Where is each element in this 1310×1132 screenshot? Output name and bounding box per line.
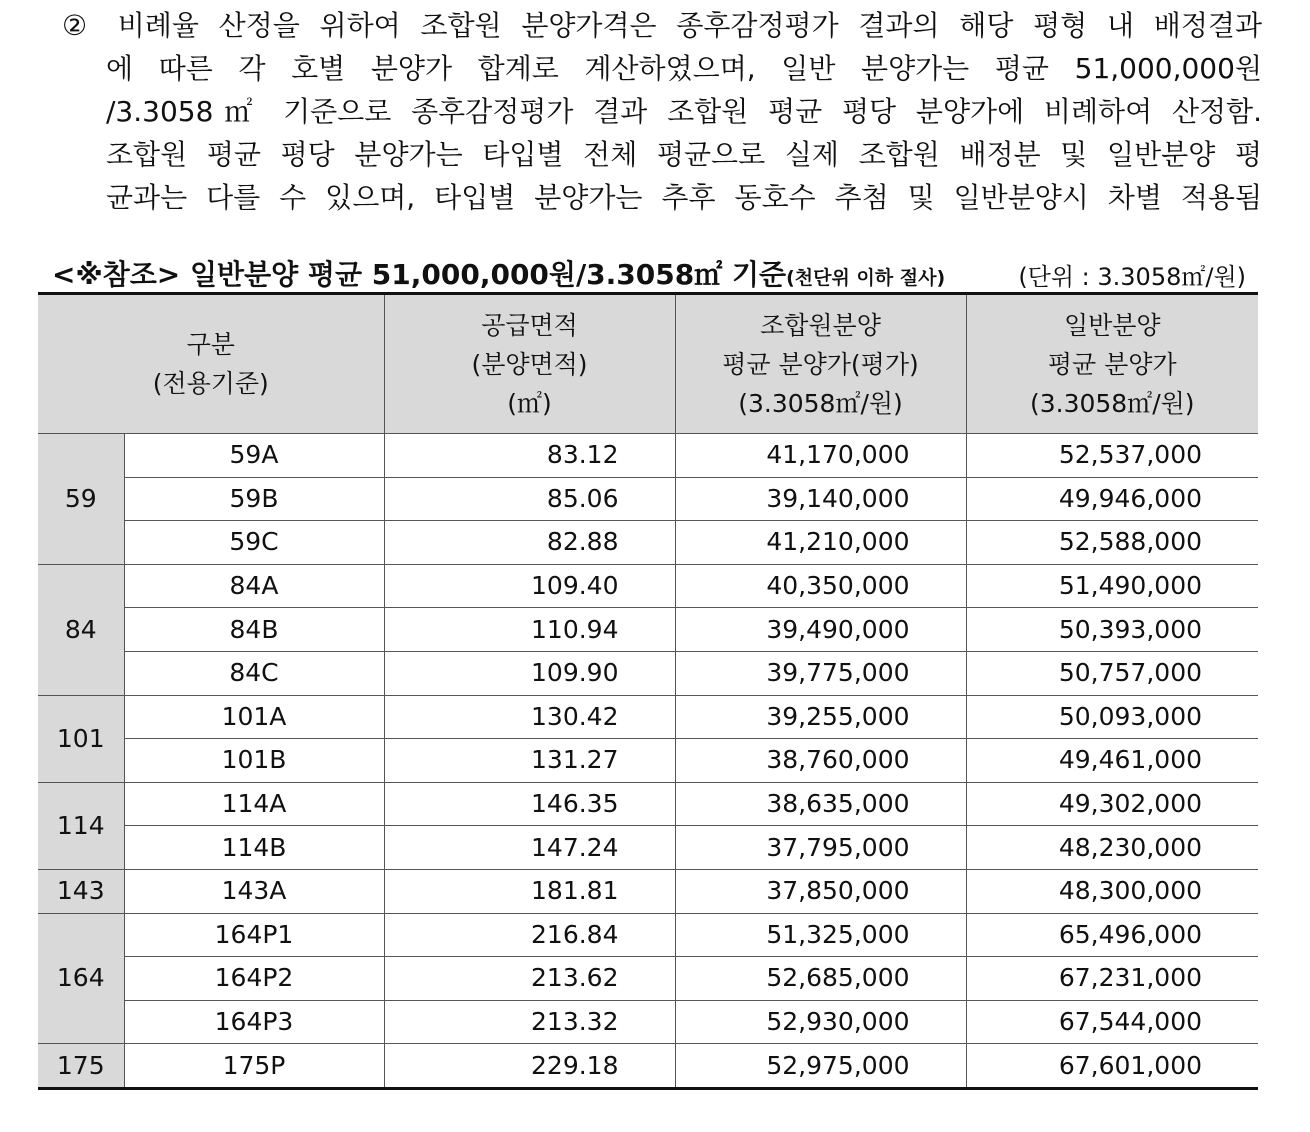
member-price-cell: 41,210,000 — [675, 521, 966, 565]
area-cell: 110.94 — [384, 608, 675, 652]
header-category: 구분 (전용기준) — [38, 294, 384, 434]
group-label: 59 — [38, 434, 124, 565]
paragraph-line: 에 따른 각 호별 분양가 합계로 계산하였으며, 일반 분양가는 평균 51,000,000원 — [106, 52, 1262, 85]
member-price-cell: 52,930,000 — [675, 1000, 966, 1044]
type-cell: 164P3 — [124, 1000, 384, 1044]
general-price-cell: 50,093,000 — [966, 695, 1258, 739]
general-price-cell: 49,302,000 — [966, 782, 1258, 826]
type-cell: 114B — [124, 826, 384, 870]
table-row — [38, 739, 1258, 783]
header-row — [38, 294, 1258, 434]
type-cell: 164P1 — [124, 913, 384, 957]
member-price-cell: 52,685,000 — [675, 957, 966, 1001]
type-cell: 101A — [124, 695, 384, 739]
type-cell: 164P2 — [124, 957, 384, 1001]
member-price-cell: 39,775,000 — [675, 651, 966, 695]
table-row — [38, 521, 1258, 565]
table-row — [38, 957, 1258, 1001]
area-cell: 213.62 — [384, 957, 675, 1001]
general-price-cell: 65,496,000 — [966, 913, 1258, 957]
caption-title: <※참조> 일반분양 평균 51,000,000원/3.3058㎡ 기준 — [52, 258, 787, 291]
area-cell: 109.90 — [384, 651, 675, 695]
area-cell: 82.88 — [384, 521, 675, 565]
unit-label: (단위 : 3.3058㎡/원) — [1018, 263, 1246, 291]
group-label: 164 — [38, 913, 124, 1044]
member-price-cell: 37,850,000 — [675, 869, 966, 913]
table-row — [38, 608, 1258, 652]
type-cell: 175P — [124, 1044, 384, 1089]
price-table — [38, 292, 1258, 1090]
general-price-cell: 49,461,000 — [966, 739, 1258, 783]
area-cell: 109.40 — [384, 564, 675, 608]
table-row — [38, 782, 1258, 826]
area-cell: 83.12 — [384, 434, 675, 478]
header-general-price: 일반분양 평균 분양가 (3.3058㎡/원) — [966, 294, 1258, 434]
header-area: 공급면적 (분양면적) (㎡) — [384, 294, 675, 434]
area-cell: 181.81 — [384, 869, 675, 913]
table-row — [38, 434, 1258, 478]
table-row — [38, 695, 1258, 739]
general-price-cell: 50,393,000 — [966, 608, 1258, 652]
type-cell: 114A — [124, 782, 384, 826]
general-price-cell: 48,300,000 — [966, 869, 1258, 913]
member-price-cell: 38,635,000 — [675, 782, 966, 826]
type-cell: 59B — [124, 477, 384, 521]
member-price-cell: 39,490,000 — [675, 608, 966, 652]
type-cell: 143A — [124, 869, 384, 913]
member-price-cell: 51,325,000 — [675, 913, 966, 957]
area-cell: 213.32 — [384, 1000, 675, 1044]
member-price-cell: 38,760,000 — [675, 739, 966, 783]
group-label: 101 — [38, 695, 124, 782]
member-price-cell: 37,795,000 — [675, 826, 966, 870]
area-cell: 216.84 — [384, 913, 675, 957]
general-price-cell: 67,231,000 — [966, 957, 1258, 1001]
table-row — [38, 477, 1258, 521]
general-price-cell: 67,544,000 — [966, 1000, 1258, 1044]
member-price-cell: 41,170,000 — [675, 434, 966, 478]
type-cell: 84B — [124, 608, 384, 652]
area-cell: 147.24 — [384, 826, 675, 870]
table-row — [38, 869, 1258, 913]
general-price-cell: 52,588,000 — [966, 521, 1258, 565]
type-cell: 59A — [124, 434, 384, 478]
type-cell: 84C — [124, 651, 384, 695]
area-cell: 229.18 — [384, 1044, 675, 1089]
table-row — [38, 651, 1258, 695]
table-body — [38, 434, 1258, 1089]
area-cell: 131.27 — [384, 739, 675, 783]
general-price-cell: 49,946,000 — [966, 477, 1258, 521]
table-row — [38, 1044, 1258, 1089]
general-price-cell: 48,230,000 — [966, 826, 1258, 870]
table-row — [38, 1000, 1258, 1044]
paragraph-line: 조합원 평균 평당 분양가는 타입별 전체 평균으로 실제 조합원 배정분 및 일반분양 평 — [106, 138, 1262, 171]
member-price-cell: 39,255,000 — [675, 695, 966, 739]
area-cell: 146.35 — [384, 782, 675, 826]
member-price-cell: 52,975,000 — [675, 1044, 966, 1089]
explanation-paragraph — [62, 4, 1262, 219]
type-cell: 101B — [124, 739, 384, 783]
type-cell: 59C — [124, 521, 384, 565]
group-label: 84 — [38, 564, 124, 695]
table-row — [38, 564, 1258, 608]
general-price-cell: 51,490,000 — [966, 564, 1258, 608]
paragraph-line: /3.3058㎡ 기준으로 종후감정평가 결과 조합원 평균 평당 분양가에 비례하여 산정함. — [106, 95, 1262, 128]
header-member-price: 조합원분양 평균 분양가(평가) (3.3058㎡/원) — [675, 294, 966, 434]
table-row — [38, 826, 1258, 870]
group-label: 175 — [38, 1044, 124, 1089]
group-label: 143 — [38, 869, 124, 913]
member-price-cell: 39,140,000 — [675, 477, 966, 521]
member-price-cell: 40,350,000 — [675, 564, 966, 608]
general-price-cell: 50,757,000 — [966, 651, 1258, 695]
general-price-cell: 52,537,000 — [966, 434, 1258, 478]
type-cell: 84A — [124, 564, 384, 608]
paragraph-line: ② 비례율 산정을 위하여 조합원 분양가격은 종후감정평가 결과의 해당 평형 내 배정결과 — [62, 9, 1262, 42]
table-row — [38, 913, 1258, 957]
area-cell: 85.06 — [384, 477, 675, 521]
caption-note: (천단위 이하 절사) — [786, 267, 946, 289]
paragraph-line: 균과는 다를 수 있으며, 타입별 분양가는 추후 동호수 추첨 및 일반분양시 차별 적용됨 — [106, 181, 1262, 214]
general-price-cell: 67,601,000 — [966, 1044, 1258, 1089]
area-cell: 130.42 — [384, 695, 675, 739]
group-label: 114 — [38, 782, 124, 869]
table-caption — [52, 253, 1252, 293]
